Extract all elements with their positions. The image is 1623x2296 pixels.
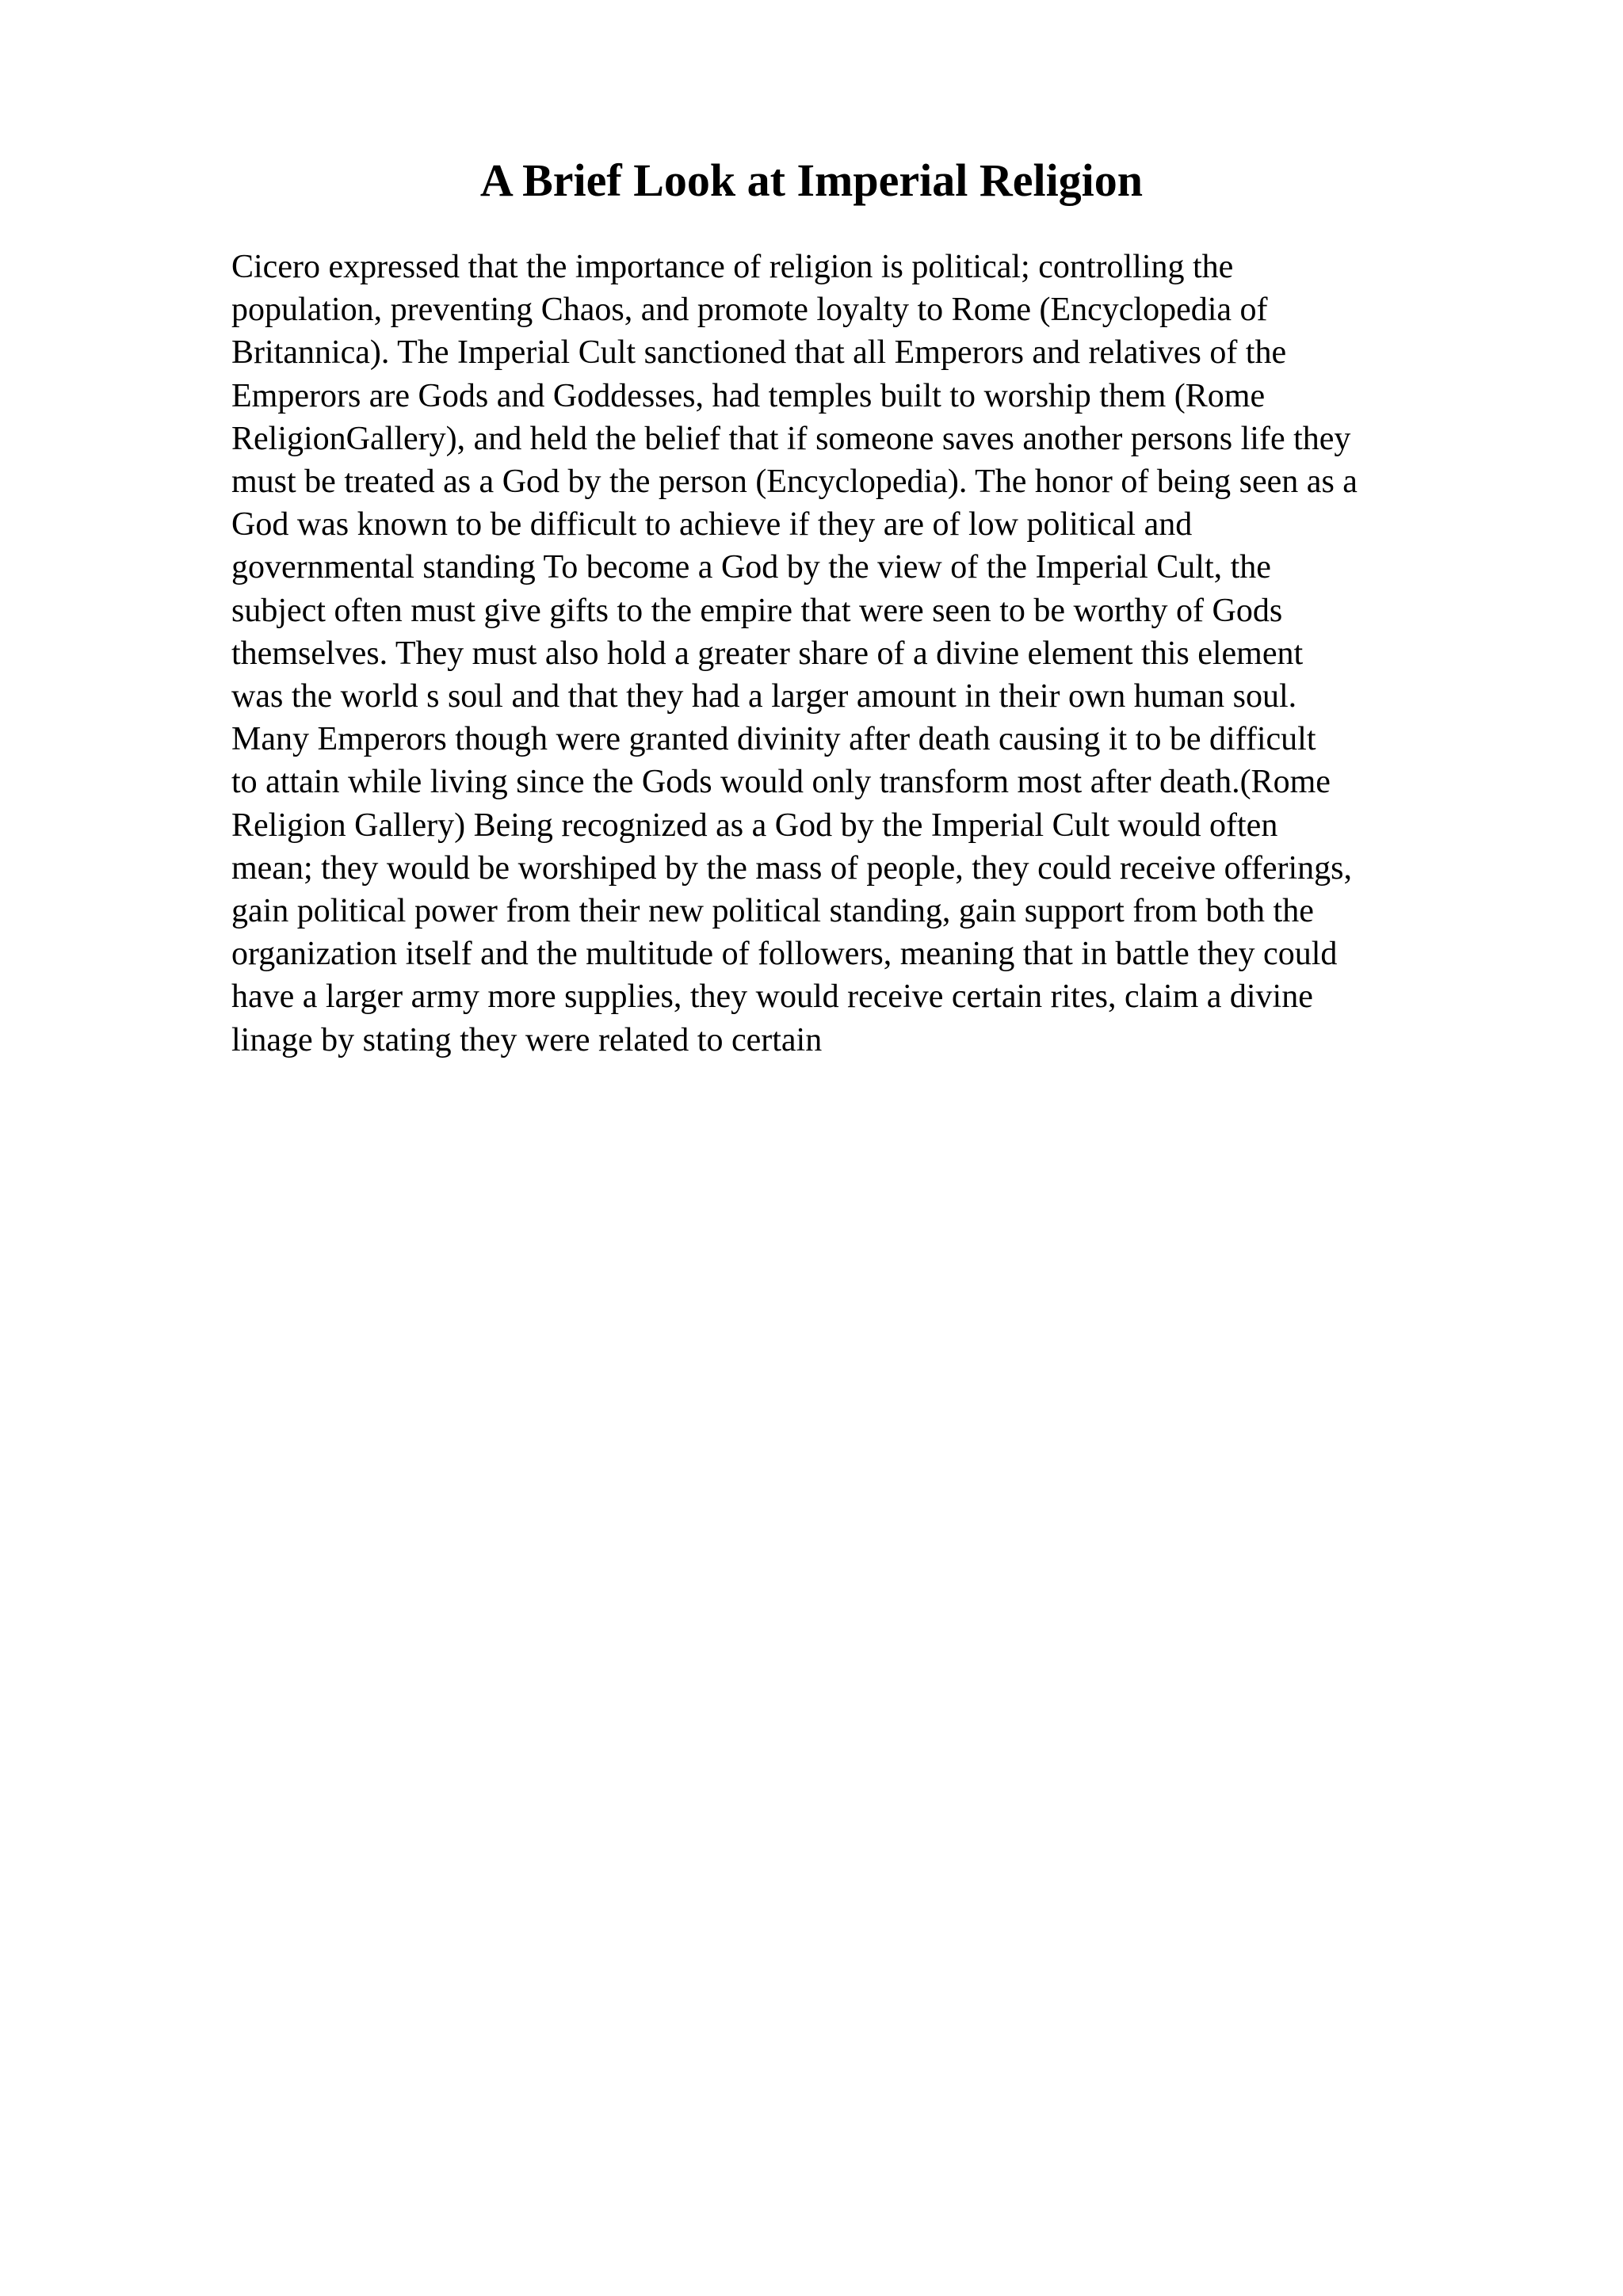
paragraph-line: linage by stating they were related to certain (231, 1021, 823, 1058)
paragraph-line: themselves. They must also hold a greater share of a divine element this element (231, 635, 1304, 672)
paragraph-line: organization itself and the multitude of followers, meaning that in battle they could (231, 936, 1338, 973)
page-title: A Brief Look at Imperial Religion (479, 154, 1144, 206)
paragraph-line: to attain while living since the Gods would only transform most after death.(Rome (231, 764, 1331, 801)
paragraph-line: Religion Gallery) Being recognized as a God by the Imperial Cult would often (231, 807, 1278, 844)
paragraph-line: God was known to be difficult to achieve if they are of low political and (231, 506, 1193, 543)
paragraph-line: must be treated as a God by the person (Encyclopedia). The honor of being seen as a (231, 463, 1358, 501)
paragraph-line: Britannica). The Imperial Cult sanctioned that all Emperors and relatives of the (231, 334, 1287, 372)
paragraph-line: governmental standing To become a God by the view of the Imperial Cult, the (231, 549, 1271, 586)
paragraph-line: Emperors are Gods and Goddesses, had temples built to worship them (Rome (231, 377, 1266, 414)
paragraph-line: Many Emperors though were granted divinity after death causing it to be difficult (231, 721, 1316, 758)
paragraph-line: mean; they would be worshiped by the mass of people, they could receive offerings, (231, 849, 1352, 887)
paragraph-line: gain political power from their new political standing, gain support from both the (231, 893, 1314, 930)
paragraph-line: have a larger army more supplies, they would receive certain rites, claim a divine (231, 978, 1313, 1016)
body-paragraph (231, 246, 1515, 1062)
paragraph-line: ReligionGallery), and held the belief that if someone saves another persons life they (231, 420, 1351, 457)
paragraph-line: subject often must give gifts to the empire that were seen to be worthy of Gods (231, 592, 1283, 629)
paragraph-line: population, preventing Chaos, and promote loyalty to Rome (Encyclopedia of (231, 292, 1268, 329)
paragraph-line: Cicero expressed that the importance of religion is political; controlling the (231, 249, 1234, 285)
paragraph-line: was the world s soul and that they had a larger amount in their own human soul. (231, 678, 1297, 715)
